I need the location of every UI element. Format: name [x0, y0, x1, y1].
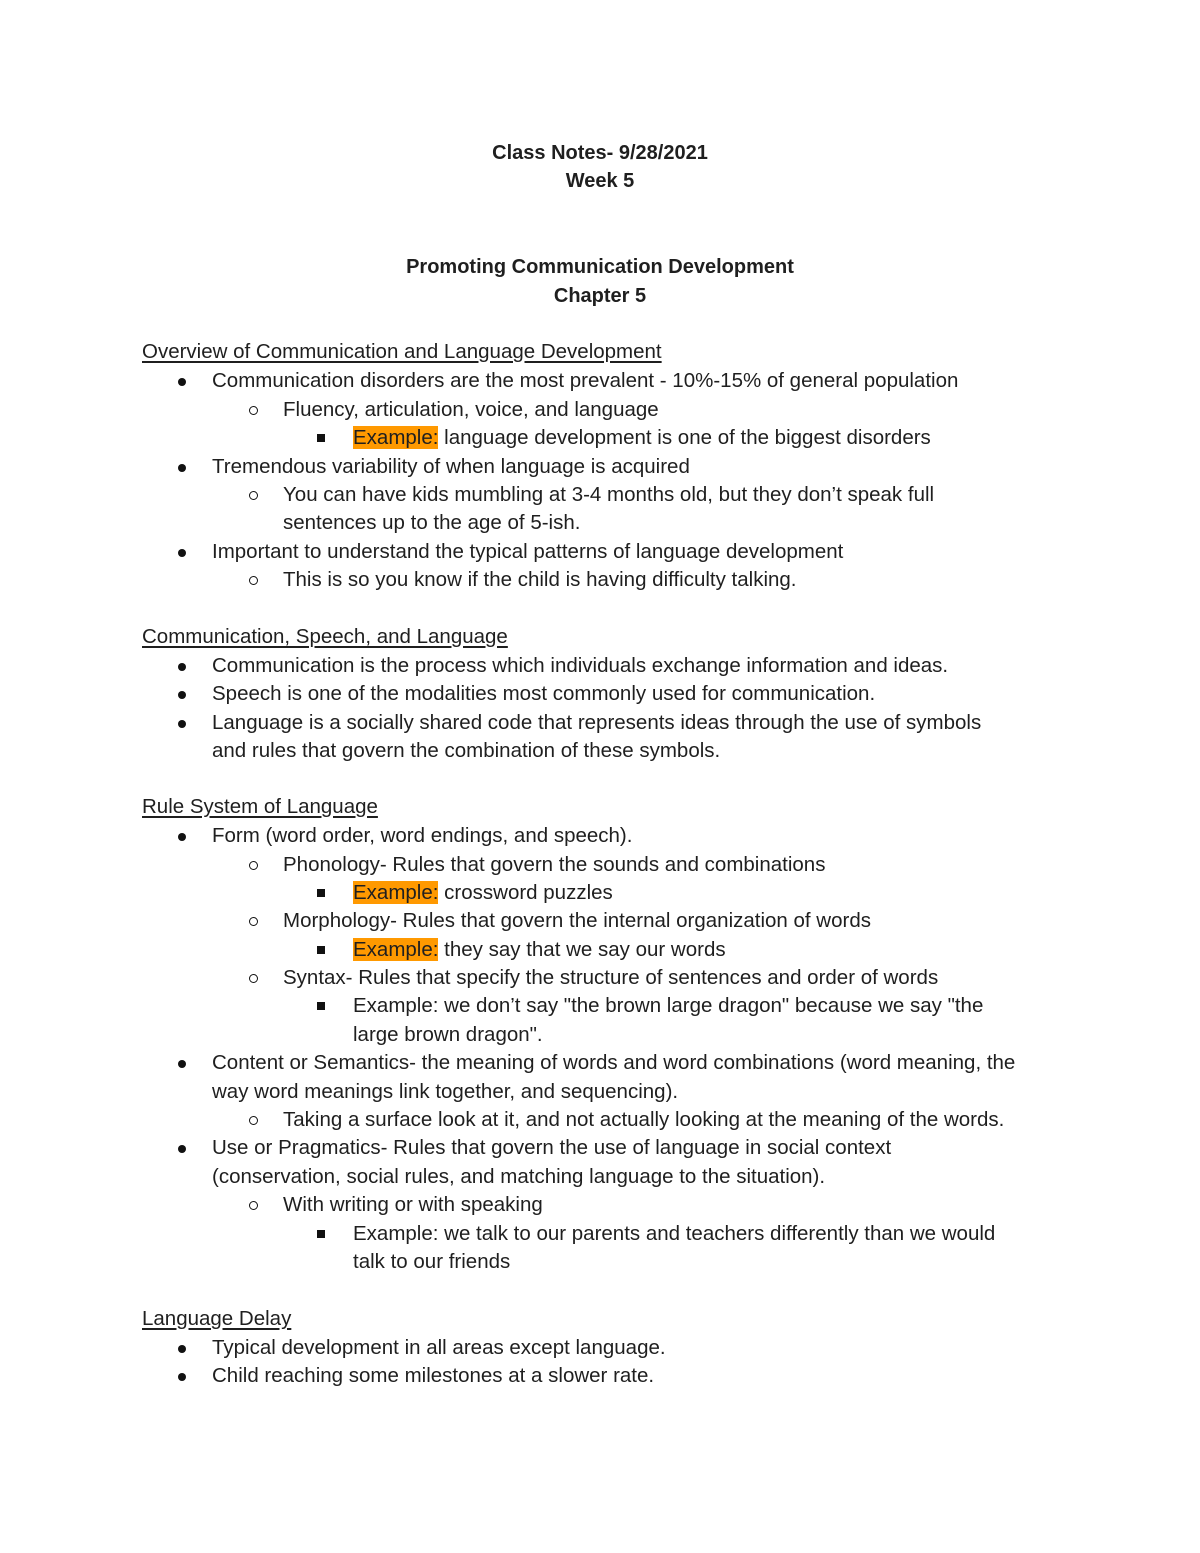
list-item: Example: they say that we say our words	[353, 936, 726, 965]
list-item: Phonology- Rules that govern the sounds and combinations	[283, 851, 825, 880]
list-item: Speech is one of the modalities most commonly used for communication.	[212, 680, 875, 709]
list-item: Example: crossword puzzles	[353, 879, 613, 908]
list-item: Example: we don’t say "the brown large dragon" because we say "the	[353, 992, 983, 1021]
list-item: Taking a surface look at it, and not actually looking at the meaning of the words.	[283, 1106, 1004, 1135]
topic-title: Promoting Communication Development	[406, 256, 794, 278]
section-heading: Language Delay	[142, 1307, 292, 1330]
bullet-icon	[178, 691, 186, 699]
bullet-icon	[178, 1060, 186, 1068]
list-item: Example: language development is one of the biggest disorders	[353, 424, 931, 453]
circle-bullet-icon	[249, 406, 258, 415]
list-item-continuation: and rules that govern the combination of these symbols.	[212, 739, 721, 762]
page-title: Class Notes- 9/28/2021	[492, 142, 708, 164]
bullet-icon	[178, 464, 186, 472]
list-item-continuation: (conservation, social rules, and matching language to the situation).	[212, 1165, 826, 1188]
square-bullet-icon	[317, 889, 325, 897]
list-item: Fluency, articulation, voice, and language	[283, 396, 659, 425]
list-item: With writing or with speaking	[283, 1191, 543, 1220]
square-bullet-icon	[317, 946, 325, 954]
list-item-continuation: talk to our friends	[353, 1250, 511, 1273]
list-item: Communication is the process which individuals exchange information and ideas.	[212, 652, 948, 681]
circle-bullet-icon	[249, 1116, 258, 1125]
bullet-icon	[178, 549, 186, 557]
circle-bullet-icon	[249, 491, 258, 500]
list-item: Communication disorders are the most prevalent - 10%-15% of general population	[212, 367, 958, 396]
circle-bullet-icon	[249, 974, 258, 983]
highlighted-label: Example:	[353, 426, 439, 449]
highlighted-label: Example:	[353, 881, 439, 904]
bullet-icon	[178, 663, 186, 671]
list-item-continuation: way word meanings link together, and sequencing).	[212, 1080, 679, 1103]
highlighted-label: Example:	[353, 938, 439, 961]
circle-bullet-icon	[249, 917, 258, 926]
bullet-icon	[178, 833, 186, 841]
list-item: Morphology- Rules that govern the internal organization of words	[283, 907, 871, 936]
circle-bullet-icon	[249, 1201, 258, 1210]
bullet-icon	[178, 1145, 186, 1153]
bullet-icon	[178, 1345, 186, 1353]
circle-bullet-icon	[249, 576, 258, 585]
list-item: Typical development in all areas except language.	[212, 1334, 666, 1363]
circle-bullet-icon	[249, 861, 258, 870]
list-item: Example: we talk to our parents and teachers differently than we would	[353, 1220, 995, 1249]
list-item: Tremendous variability of when language is acquired	[212, 453, 690, 482]
week-label: Week 5	[565, 170, 635, 192]
square-bullet-icon	[317, 434, 325, 442]
list-item: Important to understand the typical patterns of language development	[212, 538, 843, 567]
section-heading: Communication, Speech, and Language	[142, 625, 508, 648]
list-item: Language is a socially shared code that represents ideas through the use of symbols	[212, 709, 981, 738]
list-item-continuation: sentences up to the age of 5-ish.	[283, 511, 581, 534]
list-item: Syntax- Rules that specify the structure of sentences and order of words	[283, 964, 938, 993]
list-item: Use or Pragmatics- Rules that govern the use of language in social context	[212, 1134, 891, 1163]
section-heading: Overview of Communication and Language Development	[142, 340, 662, 363]
list-item: Form (word order, word endings, and speech).	[212, 822, 632, 851]
section-heading: Rule System of Language	[142, 795, 378, 818]
list-item: Child reaching some milestones at a slower rate.	[212, 1362, 654, 1391]
square-bullet-icon	[317, 1230, 325, 1238]
list-item: Content or Semantics- the meaning of words and word combinations (word meaning, the	[212, 1049, 1015, 1078]
bullet-icon	[178, 1373, 186, 1381]
chapter-label: Chapter 5	[553, 285, 647, 307]
bullet-icon	[178, 720, 186, 728]
list-item-continuation: large brown dragon".	[353, 1023, 543, 1046]
list-item: You can have kids mumbling at 3-4 months old, but they don’t speak full	[283, 481, 934, 510]
list-item: This is so you know if the child is having difficulty talking.	[283, 566, 797, 595]
square-bullet-icon	[317, 1002, 325, 1010]
bullet-icon	[178, 378, 186, 386]
